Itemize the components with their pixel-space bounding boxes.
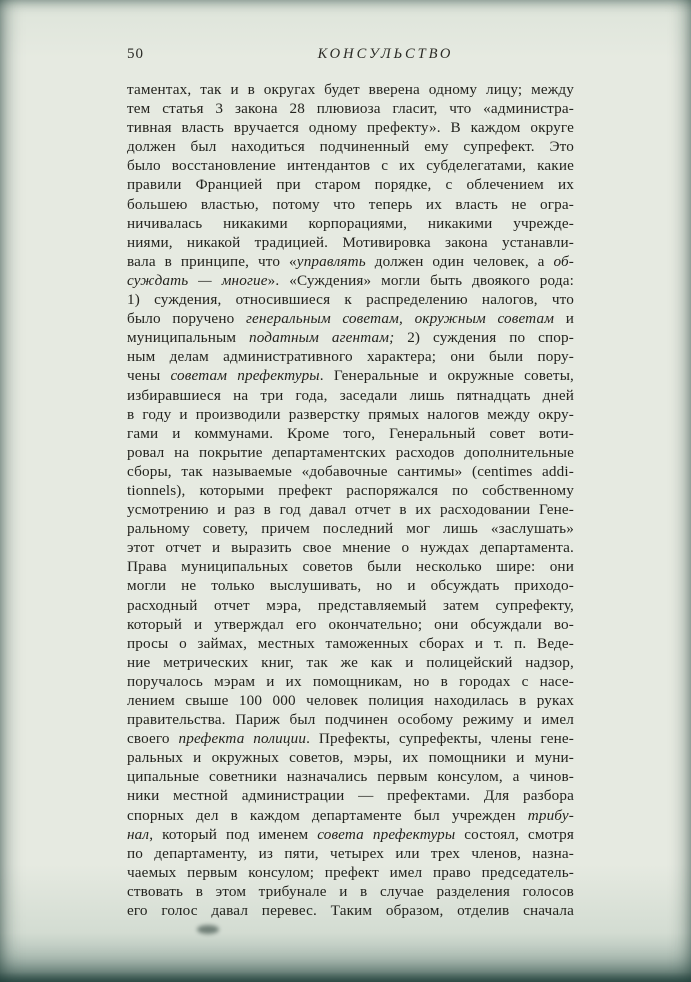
body-text — [127, 80, 574, 920]
text-line: ральному совету, причем последний мог лишь «заслушать» — [127, 520, 574, 538]
text-line: тивная власть вручается одному префекту». В каждом округе — [127, 119, 574, 137]
text-line: сборы, так называемые «добавочные сантимы» (centimes addi- — [127, 462, 574, 480]
text-line: было восстановление интендантов с их субделегатами, какие — [127, 157, 574, 175]
text-line: ники местной администрации — префектами. Для разбора — [127, 787, 574, 805]
page-header — [127, 46, 574, 66]
text-line: ральных и окружных советов, мэры, их помощники и муни- — [127, 749, 574, 767]
text-line: Права муниципальных советов были несколько шире: они — [127, 558, 574, 576]
text-line: в году и производили разверстку прямых налогов между окру- — [127, 405, 574, 423]
text-line: спорных дел в каждом департаменте был учрежден трибу- — [127, 806, 574, 824]
text-line: просы о займах, местных таможенных сборах и т. п. Веде- — [127, 634, 574, 652]
ink-smudge — [197, 925, 219, 934]
text-line: нал, который под именем совета префектуры состоял, смотря — [127, 825, 574, 843]
text-line: вала в принципе, что «управлять должен один человек, а об- — [127, 252, 574, 270]
text-line: лением свыше 100 000 человек полиция находилась в руках — [127, 692, 574, 709]
text-line: ципальные советники назначались первым консулом, а чинов- — [127, 768, 574, 786]
text-line: поручалось мэрам и их помощникам, но в городах с насе- — [127, 672, 574, 690]
text-line: расходный отчет мэра, представляемый затем супрефекту, — [127, 596, 574, 614]
text-line: который и утверждал его окончательно; они обсуждали во- — [127, 615, 574, 633]
text-line: тем статья 3 закона 28 плювиоза гласит, что «администра- — [127, 100, 574, 118]
text-line: должен был находиться подчиненный ему супрефект. Это — [127, 138, 574, 156]
text-line: чены советам префектуры. Генеральные и окружные советы, — [127, 367, 574, 385]
text-line: таментах, так и в округах будет вверена одному лицу; между — [127, 81, 574, 98]
text-line: ровал на покрытие департаментских расходов дополнительные — [127, 443, 574, 461]
text-line: ным делам административного характера; они были пору- — [127, 348, 574, 366]
text-line: его голос давал перевес. Таким образом, отделив сначала — [127, 902, 574, 920]
text-line: ниями, никакой традицией. Мотивировка закона устанавли- — [127, 233, 574, 251]
text-line: этот отчет и выразить свое мнение о нуждах департамента. — [127, 539, 574, 557]
text-line: могли не только выслушивать, но и обсуждать приходо- — [127, 577, 574, 595]
text-line: по департаменту, из пяти, четырех или трех членов, назна- — [127, 844, 574, 862]
text-line: правительства. Париж был подчинен особому режиму и имел — [127, 711, 574, 729]
text-line: ничивалась никакими корпорациями, никакими учрежде- — [127, 214, 574, 232]
running-head: КОНСУЛЬСТВО — [317, 46, 454, 62]
text-line: своего префекта полиции. Префекты, супрефекты, члены гене- — [127, 730, 574, 748]
text-line: было поручено генеральным советам, окружным советам и — [127, 310, 574, 328]
text-line: муниципальным податным агентам; 2) суждения по спор- — [127, 329, 574, 347]
text-line: правили Францией при старом порядке, с облечением их — [127, 176, 574, 194]
text-line: tionnels), которыми префект распоряжался по собственному — [127, 481, 574, 499]
text-line: суждать — многие». «Суждения» могли быть двоякого рода: — [127, 271, 574, 289]
text-line: ние метрических книг, так же как и полицейский надзор, — [127, 653, 574, 671]
text-line: избиравшиеся на три года, заседали лишь пятнадцать дней — [127, 386, 574, 404]
page-number: 50 — [127, 46, 144, 62]
text-line: гами и коммунами. Кроме того, Генеральный совет воти- — [127, 424, 574, 442]
text-line: 1) суждения, относившиеся к распределению налогов, что — [127, 291, 574, 309]
text-line: усмотрению и раз в год давал отчет в их расходовании Гене- — [127, 501, 574, 519]
text-line: ствовать в этом трибунале и в случае разделения голосов — [127, 882, 574, 900]
text-line: чаемых первым консулом; префект имел право председатель- — [127, 863, 574, 881]
text-line: большею властью, потому что теперь их власть не огра- — [127, 195, 574, 213]
